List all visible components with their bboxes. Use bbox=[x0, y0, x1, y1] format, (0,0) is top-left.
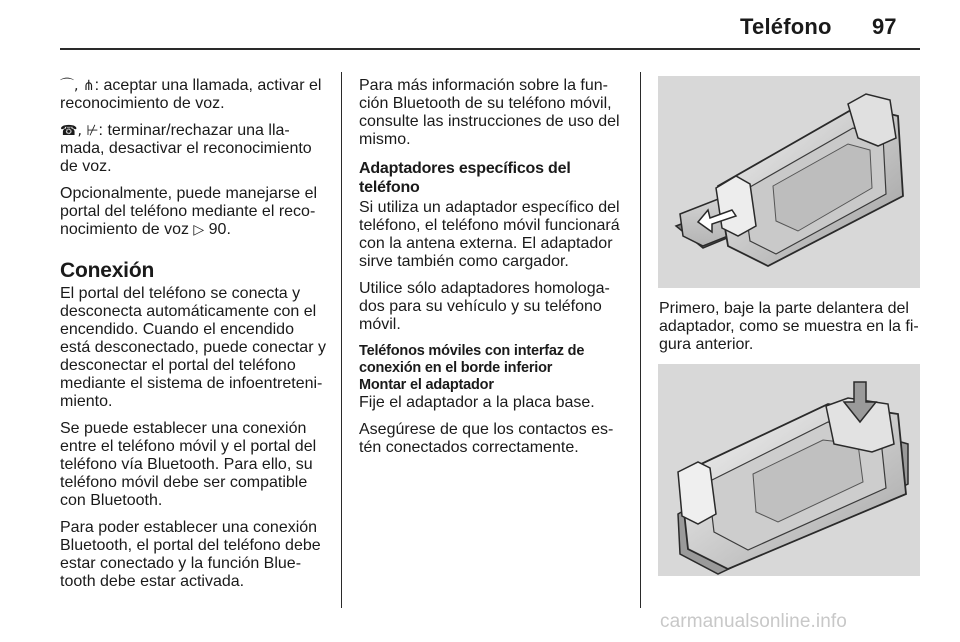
text-column-1 bbox=[60, 77, 326, 600]
text-column-3 bbox=[659, 300, 921, 363]
paragraph: Primero, baje la parte delantera del adaptador, como se muestra en la fi-gura anterior. bbox=[659, 300, 919, 353]
header-divider bbox=[60, 48, 920, 50]
subheading-mount-adapter: Montar el adaptador bbox=[359, 377, 494, 393]
paragraph-text: : terminar/rechazar una lla-mada, desactivar el reconocimiento de voz. bbox=[60, 122, 312, 175]
paragraph: Para más información sobre la fun-ción Bluetooth de su teléfono móvil, consulte las instrucciones de uso del mismo. bbox=[359, 77, 620, 148]
phone-answer-icon: ⌒, ⋔ bbox=[60, 78, 95, 94]
figure-adapter-lowering bbox=[658, 364, 920, 576]
paragraph: Se puede establecer una conexión entre el teléfono móvil y el portal del teléfono vía Bluetooth. Para ello, su teléfono móvil debe ser compatible con Bluetooth. bbox=[60, 420, 317, 509]
adapter-mounting-illustration bbox=[658, 76, 920, 288]
text-column-2 bbox=[359, 77, 625, 466]
page-title: Teléfono bbox=[740, 14, 832, 39]
section-heading-connection: Conexión bbox=[60, 259, 155, 282]
paragraph: El portal del teléfono se conecta y desconecta automáticamente con el encendido. Cuando el encendido está desconectado, puede conectar y desconectar el portal del teléfono mediante el sistema de infoentreteni-miento. bbox=[60, 285, 326, 410]
watermark: carmanualsonline.info bbox=[660, 611, 847, 632]
paragraph: Utilice sólo adaptadores homologa-dos para su vehículo y su teléfono móvil. bbox=[359, 280, 610, 333]
page-reference: 90. bbox=[208, 221, 231, 238]
phone-hangup-icon: ☎, ⊬ bbox=[60, 123, 99, 139]
paragraph-accept-call bbox=[60, 77, 326, 113]
paragraph: Fije el adaptador a la placa base. bbox=[359, 394, 595, 411]
adapter-lowering-illustration bbox=[658, 364, 920, 576]
column-divider-left bbox=[341, 72, 342, 608]
paragraph-text: Opcionalmente, puede manejarse el portal del teléfono mediante el reco-nocimiento de voz bbox=[60, 185, 318, 238]
page-number: 97 bbox=[872, 14, 897, 39]
paragraph: Asegúrese de que los contactos es-tén conectados correctamente. bbox=[359, 421, 614, 456]
section-heading-adapters: Adaptadores específicos del teléfono bbox=[359, 160, 571, 196]
paragraph: Si utiliza un adaptador específico del teléfono, el teléfono móvil funcionará con la antena externa. El adaptador sirve también como cargador. bbox=[359, 199, 620, 270]
paragraph-text: : aceptar una llamada, activar el reconocimiento de voz. bbox=[60, 77, 322, 112]
subheading-phones-bottom-connector: Teléfonos móviles con interfaz de conexión en el borde inferior bbox=[359, 343, 585, 376]
paragraph: Para poder establecer una conexión Bluetooth, el portal del teléfono debe estar conectado y la función Blue-tooth debe estar activada. bbox=[60, 519, 321, 590]
column-divider-right bbox=[640, 72, 641, 608]
page-reference-icon: ▷ bbox=[193, 222, 205, 238]
paragraph-end-call bbox=[60, 122, 326, 176]
figure-adapter-mounting bbox=[658, 76, 920, 288]
paragraph-voice-control bbox=[60, 185, 326, 239]
